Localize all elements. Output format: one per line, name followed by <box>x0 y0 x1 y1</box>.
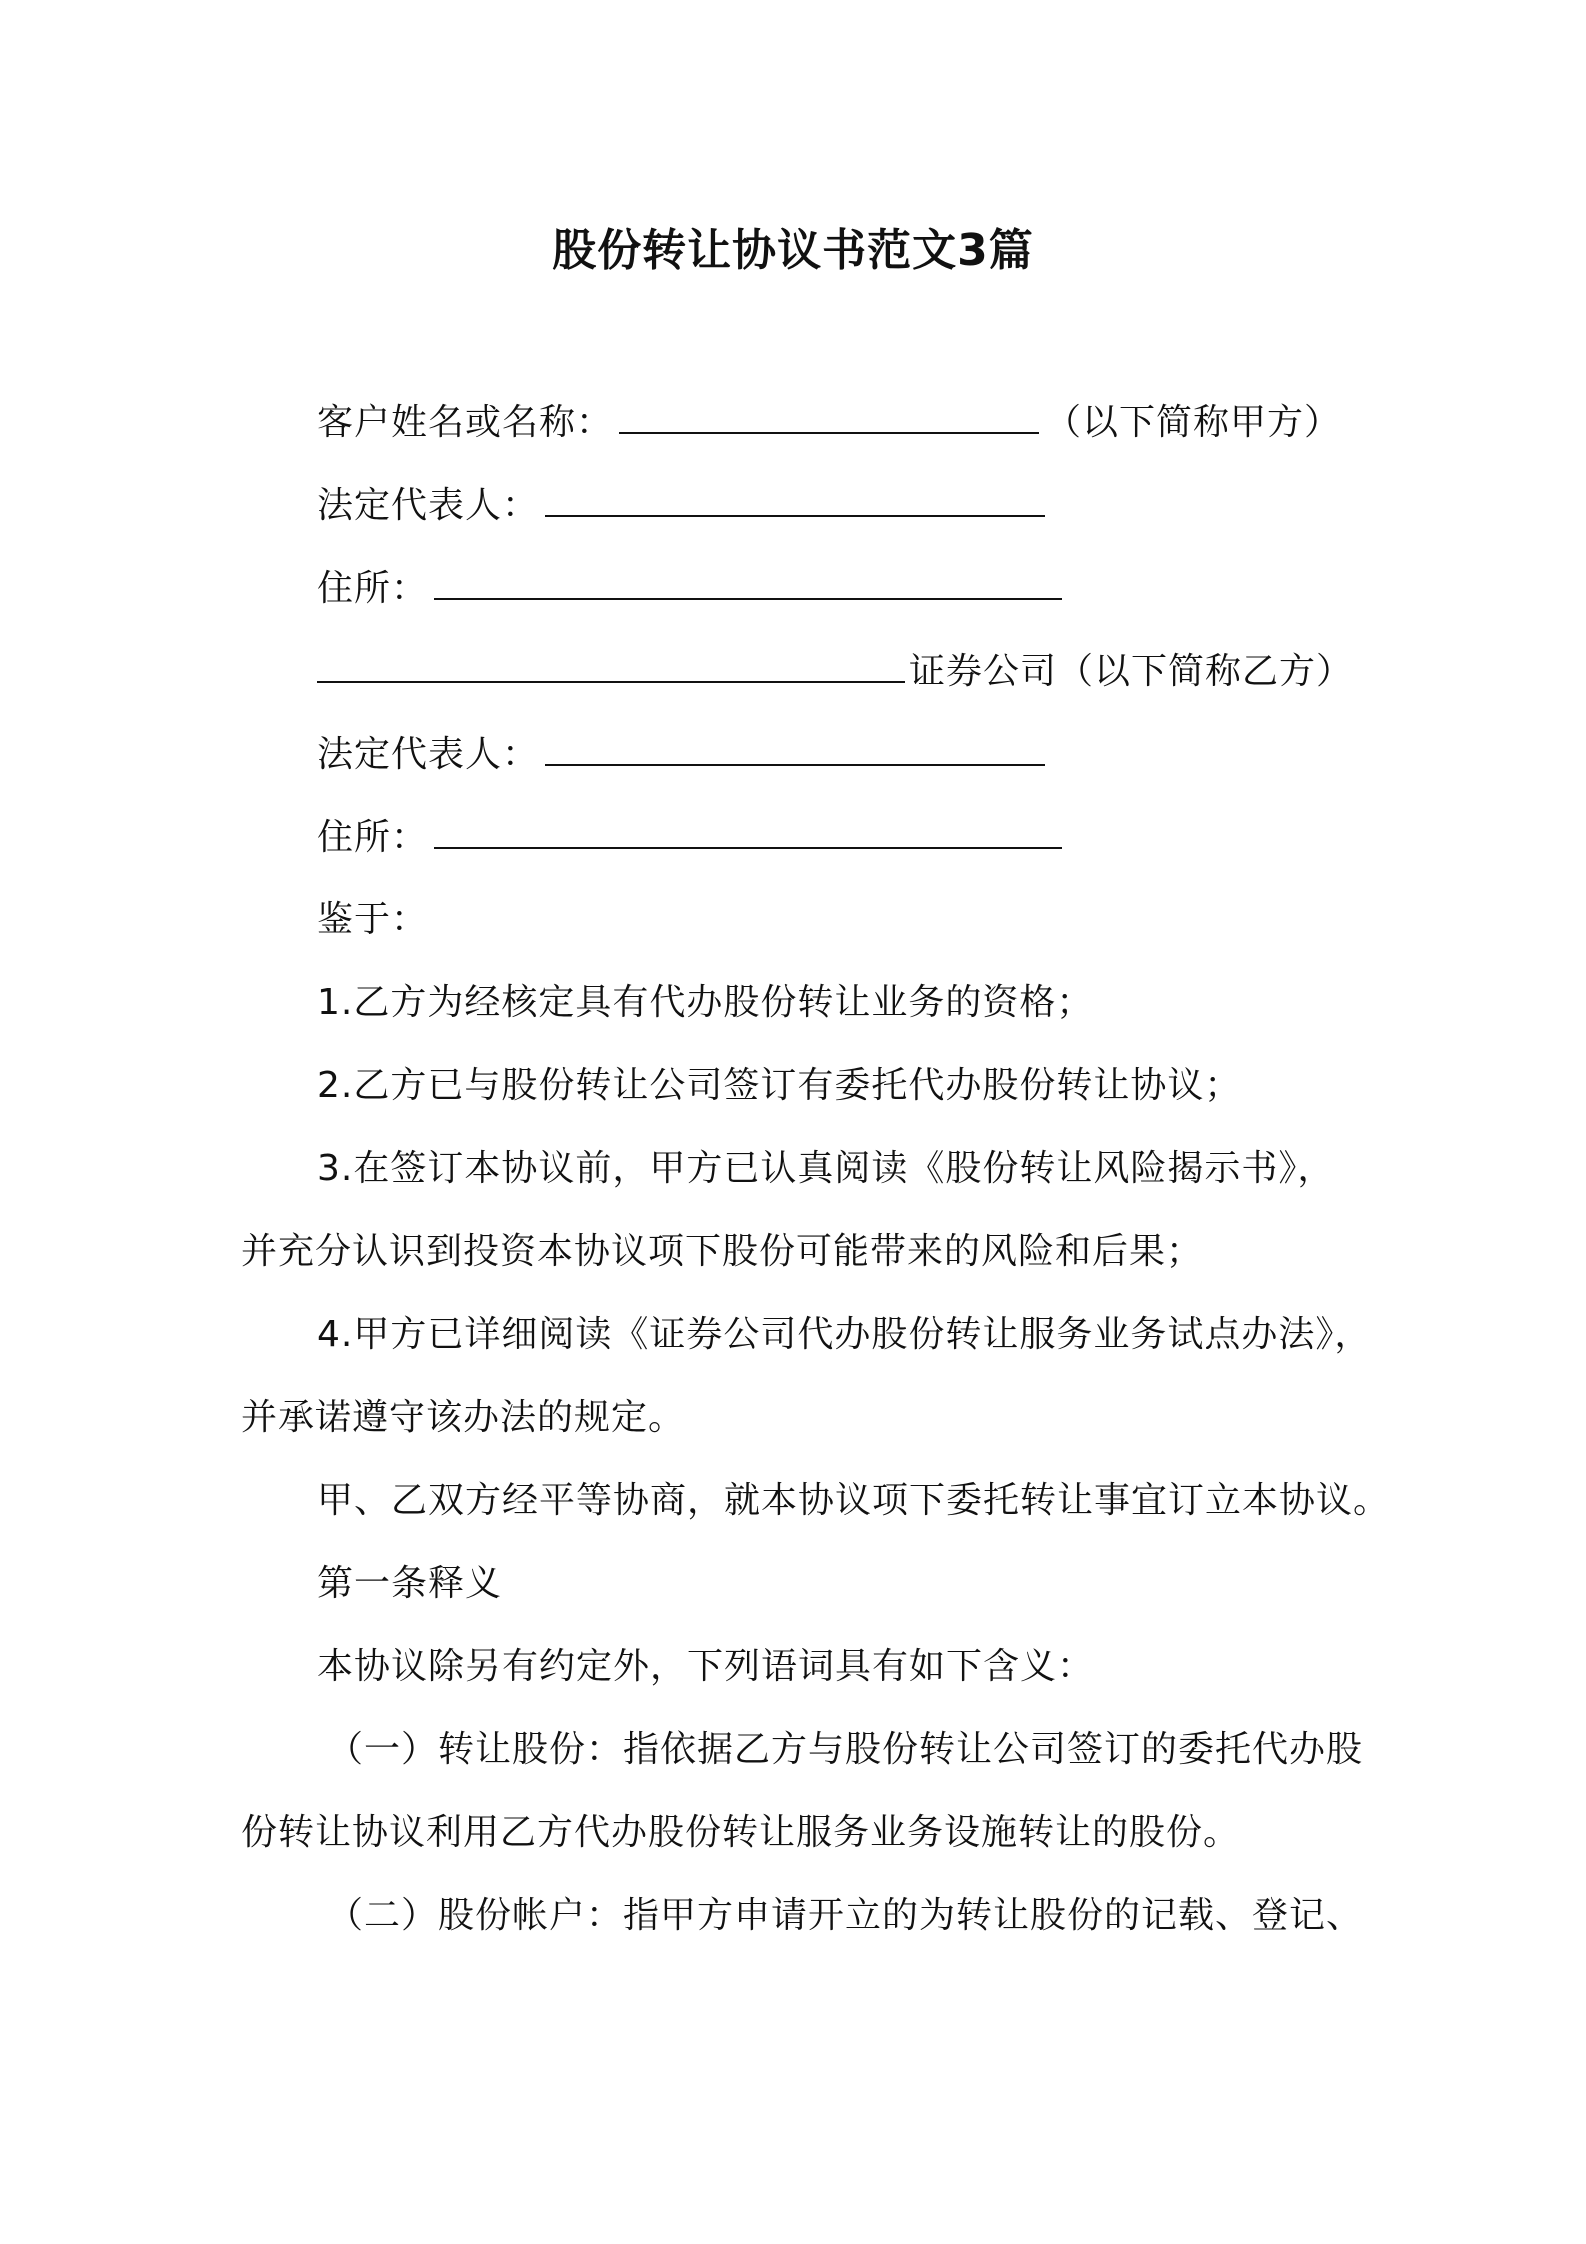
party-a-name-blank[interactable] <box>619 398 1039 434</box>
article-1-intro: 本协议除另有约定外，下列语词具有如下含义： <box>317 1646 1095 1687</box>
agreement-intro: 甲、乙双方经平等协商，就本协议项下委托转让事宜订立本协议。 <box>317 1480 1391 1521</box>
definition-1-line-2: 份转让协议利用乙方代办股份转让服务业务设施转让的股份。 <box>241 1812 1241 1853</box>
party-a-name-line <box>317 398 1341 447</box>
party-b-address-label: 住所： <box>317 817 429 858</box>
party-b-address-blank[interactable] <box>434 813 1062 849</box>
whereas-item-3-line-2: 并充分认识到投资本协议项下股份可能带来的风险和后果； <box>241 1231 1204 1272</box>
party-b-rep-blank[interactable] <box>545 730 1045 766</box>
party-b-firm-blank[interactable] <box>317 647 905 683</box>
party-b-rep-label: 法定代表人： <box>317 734 540 775</box>
article-1-title: 第一条释义 <box>317 1563 503 1604</box>
party-b-firm-suffix: 证券公司（以下简称乙方） <box>909 651 1354 692</box>
party-a-rep-blank[interactable] <box>545 481 1045 517</box>
party-b-firm-line <box>317 647 1353 696</box>
party-a-rep-label: 法定代表人： <box>317 485 540 526</box>
party-a-rep-line <box>317 481 1045 530</box>
whereas-item-4-line-1: 4.甲方已详细阅读《证券公司代办股份转让服务业务试点办法》， <box>317 1314 1372 1355</box>
whereas-label: 鉴于： <box>317 899 429 940</box>
party-a-address-blank[interactable] <box>434 564 1062 600</box>
party-b-address-line <box>317 813 1062 862</box>
party-a-address-line <box>317 564 1062 613</box>
party-b-rep-line <box>317 730 1045 779</box>
definition-2-line-1: （二）股份帐户：指甲方申请开立的为转让股份的记载、登记、 <box>327 1895 1364 1936</box>
document-title: 股份转让协议书范文3篇 <box>552 225 1034 276</box>
party-a-name-label: 客户姓名或名称： <box>317 402 614 443</box>
party-a-name-suffix: （以下简称甲方） <box>1045 402 1342 443</box>
whereas-item-1: 1.乙方为经核定具有代办股份转让业务的资格； <box>317 982 1094 1023</box>
whereas-item-2: 2.乙方已与股份转让公司签订有委托代办股份转让协议； <box>317 1065 1242 1106</box>
whereas-item-3-line-1: 3.在签订本协议前，甲方已认真阅读《股份转让风险揭示书》， <box>317 1148 1335 1189</box>
party-a-address-label: 住所： <box>317 568 429 609</box>
definition-1-line-1: （一）转让股份：指依据乙方与股份转让公司签订的委托代办股 <box>327 1729 1364 1770</box>
whereas-item-4-line-2: 并承诺遵守该办法的规定。 <box>241 1397 686 1438</box>
